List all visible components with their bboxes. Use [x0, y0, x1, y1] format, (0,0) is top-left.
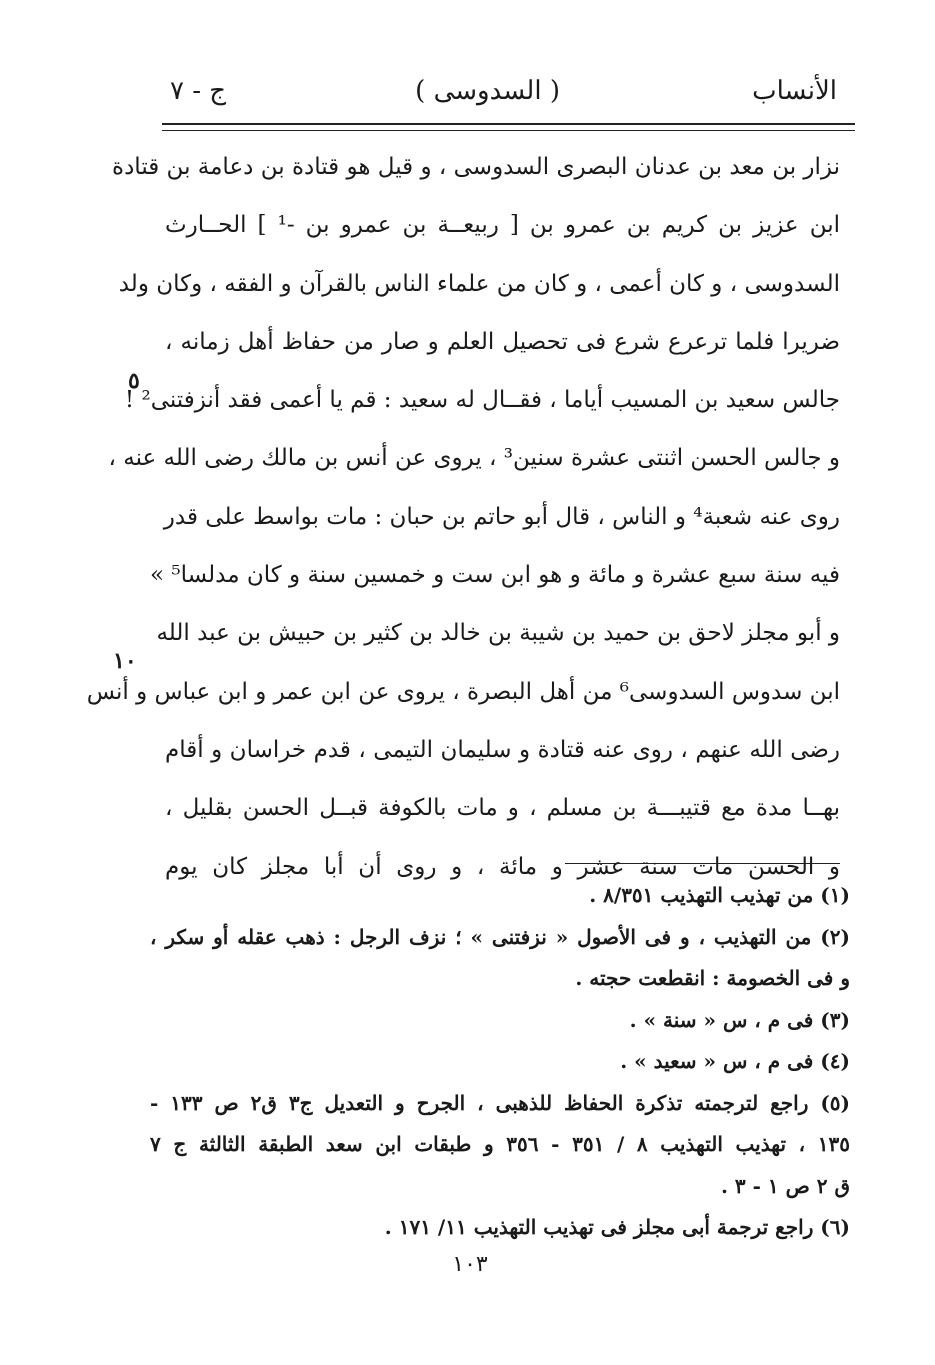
- header-section-title: الأنساب: [752, 76, 837, 106]
- header-entry-title: ( السدوسى ): [415, 76, 560, 106]
- text-line: رضى الله عنهم ، روى عنه قتادة و سليمان التيمى ، قدم خراسان و أقام: [165, 736, 840, 763]
- footnote-line: ١٣٥ ، تهذيب التهذيب ٨ / ٣٥١ - ٣٥٦ و طبقات ابن سعد الطبقة الثالثة ج ٧: [150, 1132, 851, 1156]
- text-line: بهــا مدة مع قتيبـــة بن مسلم ، و مات بالكوفة قبــل الحسن بقليل ،: [165, 795, 840, 822]
- text-line: و جالس الحسن اثنتى عشرة سنين³ ، يروى عن أنس بن مالك رضى الله عنه ،: [108, 445, 840, 472]
- footnote-rule: [565, 863, 840, 864]
- footnote-line: (١) من تهذيب التهذيب ٨/٣٥١ .: [589, 883, 850, 907]
- text-line: السدوسى ، و كان أعمى ، و كان من علماء الناس بالقرآن و الفقه ، وكان ولد: [118, 270, 840, 297]
- line-number-10: ١٠: [113, 648, 137, 674]
- line-number-5: ٥: [128, 368, 140, 394]
- header-rule-thin: [162, 130, 855, 131]
- footnote-line: (٣) فى م ، س « سنة » .: [629, 1007, 850, 1032]
- header-volume: ج - ٧: [170, 76, 227, 106]
- text-line: و الحسن مات سنة عشر و مائة ، و روى أن أبا مجلز كان يوم: [165, 853, 840, 880]
- footnotes: [150, 875, 850, 1249]
- footnote-line: و فى الخصومة : انقطعت حجته .: [575, 966, 850, 990]
- text-line: نزار بن معد بن عدنان البصرى السدوسى ، و قيل هو قتادة بن دعامة بن قتادة: [112, 154, 840, 180]
- page-number: ١٠٣: [452, 1252, 488, 1277]
- footnote-line: ق ٢ ص ١ - ٣ .: [720, 1173, 850, 1198]
- footnote-line: (٤) فى م ، س « سعيد » .: [620, 1049, 850, 1073]
- text-line: روى عنه شعبة⁴ و الناس ، قال أبو حاتم بن حبان : مات بواسط على قدر: [163, 503, 840, 530]
- text-line: ضريرا فلما ترعرع شرع فى تحصيل العلم و صار من حفاظ أهل زمانه ،: [165, 328, 840, 355]
- running-header: [160, 72, 845, 116]
- text-line: ابن سدوس السدوسى⁶ من أهل البصرة ، يروى عن ابن عمر و ابن عباس و أنس: [86, 678, 840, 705]
- footnote-line: (٦) راجع ترجمة أبى مجلز فى تهذيب التهذيب ١١/ ١٧١ .: [384, 1215, 850, 1239]
- header-rule-thick: [162, 123, 855, 125]
- text-line: و أبو مجلز لاحق بن حميد بن شيبة بن خالد بن كثير بن حبيش بن عبد الله: [156, 620, 840, 647]
- text-line: فيه سنة سبع عشرة و مائة و هو ابن ست و خمسين سنة و كان مدلسا⁵ »: [150, 562, 840, 589]
- text-line: جالس سعيد بن المسيب أياما ، فقــال له سعيد : قم يا أعمى فقد أنزفتنى² !: [124, 387, 840, 414]
- footnote-line: (٥) راجع لترجمته تذكرة الحفاظ للذهبى ، الجرح و التعديل ج٣ ق٢ ص ١٣٣ -: [150, 1090, 851, 1115]
- footnote-line: (٢) من التهذيب ، و فى الأصول « نزفتنى » ؛ نزف الرجل : ذهب عقله أو سكر ،: [150, 924, 850, 949]
- text-line: ابن عزيز بن كريم بن عمرو بن [ ربيعــة بن عمرو بن -¹ ] الحــارث: [165, 212, 840, 239]
